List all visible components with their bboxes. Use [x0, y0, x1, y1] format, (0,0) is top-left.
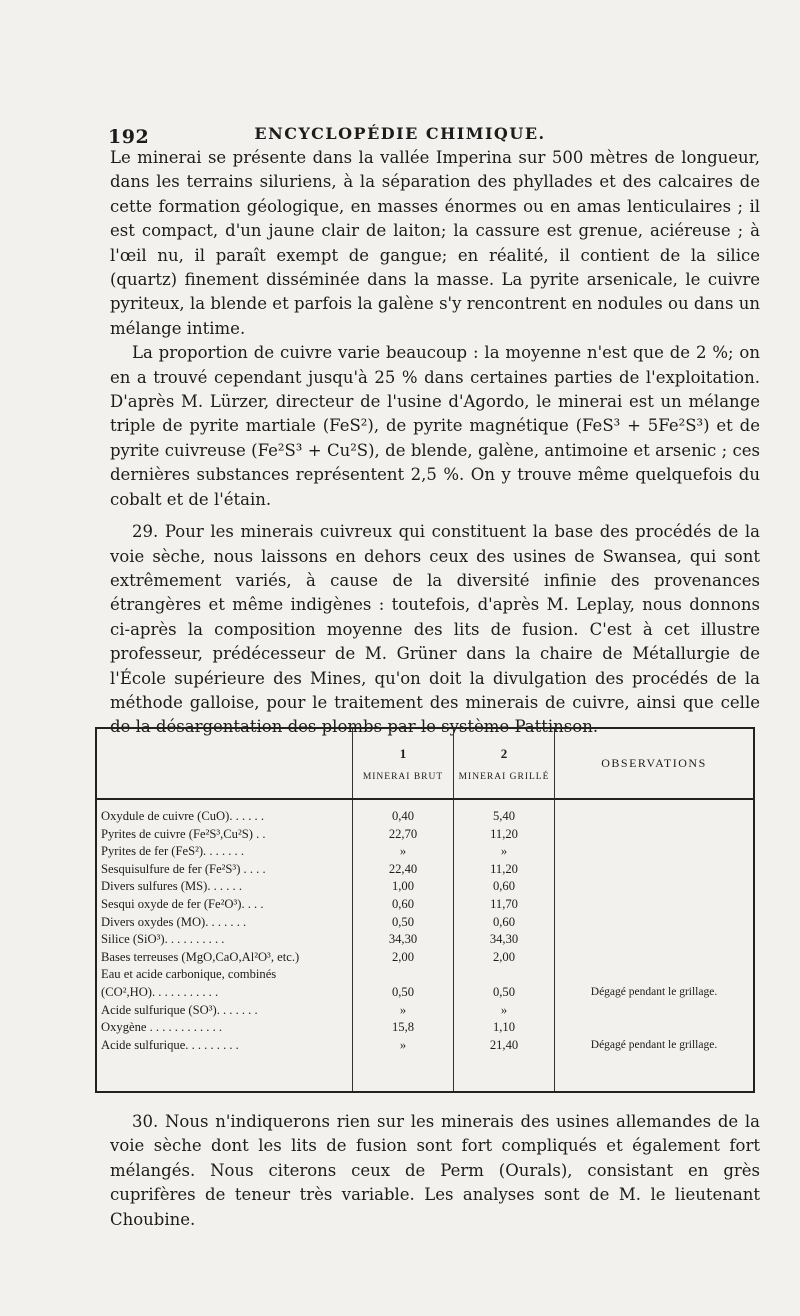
row-label: Pyrites de cuivre (Fe²S³,Cu²S) . . [101, 826, 266, 841]
brut-value: 0,40 [391, 809, 415, 823]
table-body-row [97, 799, 753, 1091]
row-label: Silice (SiO³). . . . . . . . . . [101, 932, 225, 947]
brut-value: » [399, 1002, 407, 1017]
observation-note [555, 878, 753, 896]
observation-note: Dégagé pendant le grillage. [590, 1038, 718, 1051]
header-minerai-brut [353, 729, 454, 799]
brut-value: 22,40 [388, 861, 418, 876]
grille-value: 0,50 [492, 984, 516, 999]
grille-value: » [500, 844, 508, 859]
grille-value: 34,30 [489, 932, 519, 947]
observation-note [555, 949, 753, 967]
header-col1-number: 1 [399, 745, 407, 761]
table-header-row [97, 729, 753, 799]
row-label: Eau et acide carbonique, combinés [101, 967, 277, 982]
header-col2-number: 2 [500, 745, 508, 761]
brut-value: » [399, 1037, 407, 1052]
label-column [97, 799, 353, 1091]
row-label: Divers sulfures (MS). . . . . . [101, 879, 242, 894]
row-label: Divers oxydes (MO). . . . . . . [101, 914, 247, 929]
page-number: 192 [108, 126, 150, 148]
brut-value: 0,50 [391, 984, 415, 999]
brut-value [353, 966, 453, 984]
observation-note [555, 914, 753, 932]
grille-value: 5,40 [492, 809, 516, 823]
brut-value: 1,00 [391, 879, 415, 894]
observations-column [555, 799, 754, 1091]
paragraph-29: 29. Pour les minerais cuivreux qui constituent la base des procédés de la voie sèche, nous laissons en dehors ceux des usines de Swansea, qui sont extrêmement variés, à cause de la diversité infinie des provenances étrangères et même indigènes : toutefois, d'après M. Leplay, nous donnons ci-après la composition moyenne des lits de fusion. C'est à cet illustre professeur, prédécesseur de M. Grüner dans la chaire de Métallurgie de l'École supérieure des Mines, qu'on doit la divulgation des procédés de la méthode galloise, pour le traitement des minerais de cuivre, ainsi que celle de la désargentation des plombs par le système Pattinson. [110, 522, 760, 737]
row-label: Acide sulfurique. . . . . . . . . [101, 1037, 239, 1052]
minerai-brut-column [353, 799, 454, 1091]
header-observations [555, 729, 754, 799]
header-col2-name: MINERAI GRILLÉ [458, 771, 550, 782]
row-label: (CO²,HO). . . . . . . . . . . [101, 984, 219, 999]
row-label: Pyrites de fer (FeS²). . . . . . . [101, 844, 244, 859]
brut-value: 34,30 [388, 932, 418, 947]
grille-value: 11,20 [490, 861, 518, 876]
observation-note [555, 826, 753, 844]
brut-value: 22,70 [388, 826, 418, 841]
grille-value: 1,10 [492, 1020, 516, 1035]
observation-note [555, 896, 753, 914]
grille-value: 2,00 [492, 949, 516, 964]
row-label: Acide sulfurique (SO³). . . . . . . [101, 1002, 258, 1017]
row-label: Sesquisulfure de fer (Fe²S³) . . . . [101, 861, 266, 876]
grille-value: » [500, 1002, 508, 1017]
brut-value: » [399, 844, 407, 859]
grille-value: 0,60 [492, 879, 516, 894]
running-title: ENCYCLOPÉDIE CHIMIQUE. [254, 124, 546, 143]
brut-value: 2,00 [391, 949, 415, 964]
observation-note [555, 843, 753, 861]
header-minerai-grille [454, 729, 555, 799]
brut-value: 0,60 [391, 896, 415, 911]
grille-value: 11,20 [490, 826, 518, 841]
paragraph-ore-description: Le minerai se présente dans la vallée Imperina sur 500 mètres de longueur, dans les terrains siluriens, à la séparation des phyllades et des calcaires de cette formation géologique, en masses énormes ou en amas lenticulaires ; il est compact, d'un jaune clair de laiton; la cassure est grenue, aciéreuse ; à l'œil nu, il paraît exempt de gangue; en réalité, il contient de la silice (quartz) finement disséminée dans la masse. La pyrite arsenicale, le cuivre pyriteux, la blende et parfois la galène s'y rencontrent en nodules ou dans un mélange intime. [110, 148, 760, 338]
observation-note [555, 861, 753, 879]
observation-note [555, 1002, 753, 1020]
grille-value [454, 966, 554, 984]
header-col3-name: OBSERVATIONS [601, 756, 707, 770]
body-text [110, 146, 760, 740]
composition-table [95, 727, 755, 1093]
observation-note [555, 1019, 753, 1037]
observation-note [555, 808, 753, 826]
closing-text [110, 1110, 760, 1232]
paragraph-30: 30. Nous n'indiquerons rien sur les minerais des usines allemandes de la voie sèche dont les lits de fusion sont fort compliqués et également fort mélangés. Nous citerons ceux de Perm (Ourals), consistant en grès cuprifères de teneur très variable. Les analyses sont de M. le lieutenant Choubine. [110, 1112, 760, 1229]
row-label: Sesqui oxyde de fer (Fe²O³). . . . [101, 896, 264, 911]
brut-value: 15,8 [391, 1020, 415, 1035]
header-empty-cell [97, 729, 353, 799]
header-col1-name: MINERAI BRUT [362, 771, 444, 782]
brut-value: 0,50 [391, 914, 415, 929]
row-label: Bases terreuses (MgO,CaO,Al²O³, etc.) [101, 949, 300, 964]
paragraph-copper-proportion: La proportion de cuivre varie beaucoup : la moyenne n'est que de 2 %; on en a trouvé cependant jusqu'à 25 % dans certaines parties de l'exploitation. D'après M. Lürzer, directeur de l'usine d'Agordo, le minerai est un mélange triple de pyrite martiale (FeS²), de pyrite magnétique (FeS³ + 5Fe²S³) et de pyrite cuivreuse (Fe²S³ + Cu²S), de blende, galène, antimoine et arsenic ; ces dernières substances représentent 2,5 %. On y trouve même quelquefois du cobalt et de l'étain. [110, 343, 760, 509]
grille-value: 0,60 [492, 914, 516, 929]
grille-value: 11,70 [490, 896, 518, 911]
minerai-grille-column [454, 799, 555, 1091]
grille-value: 21,40 [489, 1037, 519, 1052]
row-label: Oxygène . . . . . . . . . . . . [101, 1020, 223, 1035]
observation-note: Dégagé pendant le grillage. [590, 985, 718, 998]
observation-note [555, 931, 753, 949]
observation-note [555, 966, 753, 984]
row-label: Oxydule de cuivre (CuO). . . . . . [101, 809, 264, 823]
